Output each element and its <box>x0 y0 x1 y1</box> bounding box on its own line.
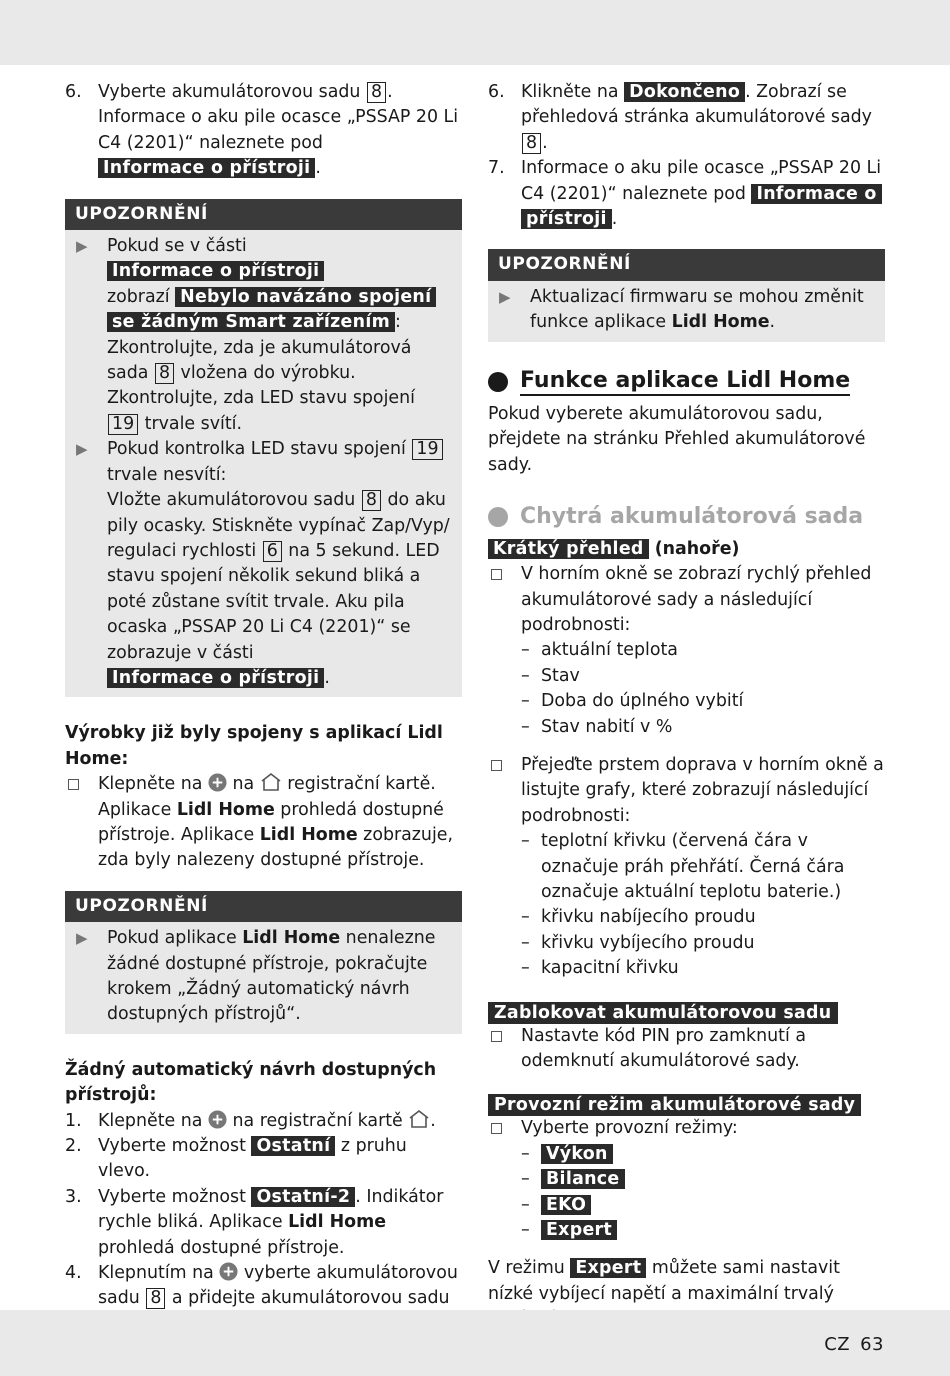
right-column <box>488 80 885 1333</box>
text: prohledá dostupné přístroje. Aplikace <box>98 799 444 845</box>
step-number: 4. <box>65 1263 82 1284</box>
plus-circle-icon <box>219 1262 238 1281</box>
step-2 <box>65 1134 462 1185</box>
app-name: Lidl Home <box>671 312 770 333</box>
text: na registrační kartě <box>226 1110 409 1131</box>
text: Pokud kontrolka LED stavu spojení <box>107 439 412 460</box>
checkbox-icon <box>491 1031 502 1042</box>
text: Přejeďte prstem doprava v horním okně a listujte grafy, které zobrazují následující podrobnosti: <box>521 754 884 826</box>
list-item <box>521 638 885 663</box>
text: na <box>226 774 260 795</box>
bottom-bar <box>0 1310 950 1376</box>
detail-list <box>488 638 885 740</box>
triangle-bullet-icon: ▶ <box>76 929 88 948</box>
ui-term: Nebylo navázáno spojení <box>175 287 436 307</box>
ui-term: Zablokovat akumulátorovou sadu <box>488 1002 838 1024</box>
text: Klepněte na <box>98 1110 208 1131</box>
dash: – <box>521 831 530 852</box>
plus-circle-icon <box>208 1110 227 1129</box>
section-heading: Žádný automatický návrh dostupných přístrojů: <box>65 1059 437 1106</box>
list-item <box>521 664 885 689</box>
section-title <box>488 504 885 530</box>
page-number: 63 <box>860 1334 884 1355</box>
list-item <box>521 1193 885 1218</box>
warning-box <box>65 199 462 698</box>
step-7 <box>488 156 885 232</box>
text: Pokud aplikace <box>107 928 243 949</box>
text: Pokud se v části <box>107 236 247 257</box>
checkbox-icon <box>491 1123 502 1134</box>
warning-heading: UPOZORNĚNÍ <box>65 891 462 922</box>
text: Doba do úplného vybití <box>541 691 744 712</box>
text: křivku vybíjecího proudu <box>541 932 755 953</box>
text: . <box>769 312 776 333</box>
dash: – <box>521 640 530 661</box>
subsection-heading <box>488 537 885 562</box>
ref-box: 19 <box>412 439 442 460</box>
warning-box <box>488 249 885 341</box>
text: : <box>395 312 401 333</box>
text: . <box>611 209 618 230</box>
ref-box: 19 <box>108 414 138 435</box>
top-bar <box>0 0 950 65</box>
text: Vyberte provozní režimy: <box>521 1118 738 1139</box>
text: . <box>430 1110 436 1131</box>
ref-box: 8 <box>522 133 541 154</box>
checkbox-icon <box>68 779 79 790</box>
checkbox-icon <box>491 569 502 580</box>
dash: – <box>521 1169 530 1190</box>
warning-body <box>488 281 885 342</box>
step-number: 6. <box>488 82 505 102</box>
text: prohledá dostupné přístroje. <box>98 1237 345 1258</box>
text: Zkontrolujte, zda je akumulátorová sada <box>107 337 412 384</box>
mode-list <box>488 1142 885 1244</box>
section-text: Pokud vyberete akumulátorovou sadu, přejdete na stránku Přehled akumulátorové sady. <box>488 404 866 475</box>
dash: – <box>521 958 530 979</box>
list-item <box>521 715 885 740</box>
subsection-heading <box>488 1094 885 1116</box>
step-6 <box>488 80 885 156</box>
list-item <box>521 689 885 714</box>
subsection-heading <box>488 1002 885 1024</box>
steps-list-top <box>65 80 462 182</box>
list-item <box>521 956 885 981</box>
section-heading: Výrobky již byly spojeny s aplikací Lidl Home: <box>65 723 443 769</box>
warning-heading: UPOZORNĚNÍ <box>65 199 462 230</box>
text: trvale nesvítí: <box>107 464 227 485</box>
ref-box: 8 <box>155 363 174 384</box>
section-title-text: Funkce aplikace Lidl Home <box>520 368 850 396</box>
ui-term: Informace o přístroji <box>107 668 324 688</box>
text: Klikněte na <box>521 82 625 102</box>
list-item <box>521 1167 885 1192</box>
home-icon <box>260 772 282 792</box>
text: Vyberte možnost <box>98 1136 252 1157</box>
list-item <box>521 905 885 930</box>
section-title <box>488 368 885 396</box>
language-code: CZ <box>824 1334 851 1355</box>
list-item <box>521 829 885 905</box>
step-1 <box>65 1109 462 1134</box>
bullet-icon <box>488 507 508 527</box>
detail-list <box>488 829 885 981</box>
step-number: 6. <box>65 82 82 102</box>
checkbox-item <box>488 1116 885 1141</box>
ref-box: 8 <box>367 82 386 103</box>
text: . <box>324 667 330 688</box>
step-text: . <box>315 158 321 179</box>
text: Aktualizací firmwaru se mohou změnit funkce aplikace <box>530 286 864 333</box>
text: kapacitní křivku <box>541 958 679 979</box>
dash: – <box>521 665 530 686</box>
triangle-bullet-icon: ▶ <box>76 237 88 256</box>
step-text: Vyberte akumulátorovou sadu <box>98 82 366 102</box>
step-text: . Informace o aku pile ocasce „PSSAP 20 Li C4 (2201)“ naleznete pod <box>98 82 459 153</box>
ui-term: Ostatní <box>251 1136 335 1156</box>
checkbox-item <box>488 562 885 638</box>
text: (nahoře) <box>648 538 740 559</box>
text: . Indikátor rychle bliká. Aplikace <box>98 1186 444 1233</box>
dash: – <box>521 1220 530 1241</box>
ref-box: 8 <box>362 490 381 511</box>
ui-term: Expert <box>541 1220 617 1240</box>
checkbox-icon <box>491 760 502 771</box>
dash: – <box>521 1143 530 1164</box>
text: . Zobrazí se přehledová stránka akumulátorové sady <box>521 82 872 128</box>
warning-item <box>75 926 452 1028</box>
ui-term: EKO <box>541 1195 591 1215</box>
ui-term: Expert <box>570 1258 646 1278</box>
text: nenalezne žádné dostupné přístroje, pokračujte krokem „Žádný automatický návrh dostupných přístrojů“. <box>107 928 436 1025</box>
steps-list-top <box>488 80 885 232</box>
app-name: Lidl Home <box>259 824 358 845</box>
text: Klepněte na <box>98 774 208 795</box>
warning-heading: UPOZORNĚNÍ <box>488 249 885 280</box>
app-name: Lidl Home <box>242 928 341 949</box>
warning-item <box>498 285 875 336</box>
ui-term: Krátký přehled <box>488 539 649 559</box>
dash: – <box>521 691 530 712</box>
app-name: Lidl Home <box>176 799 275 820</box>
ui-term: Ostatní-2 <box>251 1187 355 1207</box>
warning-item <box>75 234 452 437</box>
step-number: 1. <box>65 1110 82 1131</box>
section-title-text: Chytrá akumulátorová sada <box>520 504 864 530</box>
triangle-bullet-icon: ▶ <box>76 440 88 459</box>
ui-term: Dokončeno <box>624 82 745 102</box>
warning-body <box>65 230 462 697</box>
dash: – <box>521 907 530 928</box>
ui-term: Informace o <box>751 184 881 204</box>
text: do aku pily ocasky. Stiskněte vypínač Zap/Vyp/ regulaci rychlosti <box>107 490 450 561</box>
text: . <box>542 132 548 153</box>
text: Vyberte možnost <box>98 1186 252 1207</box>
ui-term: se žádným Smart zařízením <box>107 312 395 332</box>
ref-box: 6 <box>263 541 282 562</box>
text: aktuální teplota <box>541 640 678 661</box>
checkbox-item <box>488 753 885 829</box>
text: křivku nabíjecího proudu <box>541 907 756 928</box>
ui-term: Výkon <box>541 1144 613 1164</box>
warning-body <box>65 922 462 1034</box>
step-number: 3. <box>65 1186 82 1207</box>
triangle-bullet-icon: ▶ <box>499 287 511 306</box>
home-icon <box>408 1109 430 1129</box>
text: a přidejte akumulátorovou sadu <box>171 1288 450 1309</box>
warning-box <box>65 891 462 1034</box>
text: Nastavte kód PIN pro zamknutí a odemknutí akumulátorové sady. <box>521 1025 807 1071</box>
step-number: 7. <box>488 158 505 179</box>
text: zobrazí <box>107 286 176 307</box>
step-3 <box>65 1185 462 1261</box>
step-number: 2. <box>65 1136 82 1157</box>
text: V horním okně se zobrazí rychlý přehled akumulátorové sady a následující podrobnosti: <box>521 564 872 635</box>
dash: – <box>521 1194 530 1215</box>
text: registrační kartě. Aplikace <box>98 774 436 820</box>
dash: – <box>521 932 530 953</box>
bullet-icon <box>488 372 508 392</box>
ui-term: Bilance <box>541 1169 625 1189</box>
text: zobrazuje, zda byly nalezeny dostupné přístroje. <box>98 824 454 871</box>
text: Zkontrolujte, zda LED stavu spojení <box>107 388 415 409</box>
list-item <box>521 1142 885 1167</box>
text: můžete sami nastavit nízké vybíjecí napětí a maximální trvalý <box>488 1258 840 1304</box>
app-name: Lidl Home <box>288 1212 387 1233</box>
ui-term: přístroji <box>521 209 612 229</box>
text: vyberte akumulátorovou sadu <box>98 1263 458 1309</box>
text: V režimu <box>488 1258 571 1279</box>
step-6 <box>65 80 462 182</box>
left-column <box>65 80 462 1363</box>
dash: – <box>521 716 530 737</box>
text: Stav <box>541 665 580 686</box>
text: Stav nabití v % <box>541 716 673 737</box>
page-footer <box>814 1332 884 1357</box>
text: Vložte akumulátorovou sadu <box>107 490 361 511</box>
ui-term: Informace o přístroji <box>98 158 315 178</box>
text: na 5 sekund. LED stavu spojení několik sekund bliká a poté zůstane svítit trvale. Aku pila ocaska „PSSAP 20 Li C4 (2201)“ se zobrazuje v části <box>107 540 440 663</box>
checkbox-item <box>488 1024 885 1075</box>
text: vložena do výrobku. <box>175 363 356 384</box>
list-item <box>521 1218 885 1243</box>
list-item <box>521 931 885 956</box>
warning-item <box>75 437 452 691</box>
text: z pruhu vlevo. <box>98 1136 407 1182</box>
ui-term: Provozní režim akumulátorové sady <box>488 1094 861 1116</box>
plus-circle-icon <box>208 773 227 792</box>
text: Klepnutím na <box>98 1263 220 1284</box>
ref-box: 8 <box>146 1288 165 1309</box>
text: teplotní křivku (červená čára v označuje práh přehřátí. Černá čára označuje aktuální teplotu baterie.) <box>541 831 845 902</box>
ui-term: Informace o přístroji <box>107 261 324 281</box>
text: Informace o aku pile ocasce „PSSAP 20 Li C4 (2201)“ naleznete pod <box>521 158 882 204</box>
checkbox-item <box>65 772 462 874</box>
text: trvale svítí. <box>139 413 243 434</box>
